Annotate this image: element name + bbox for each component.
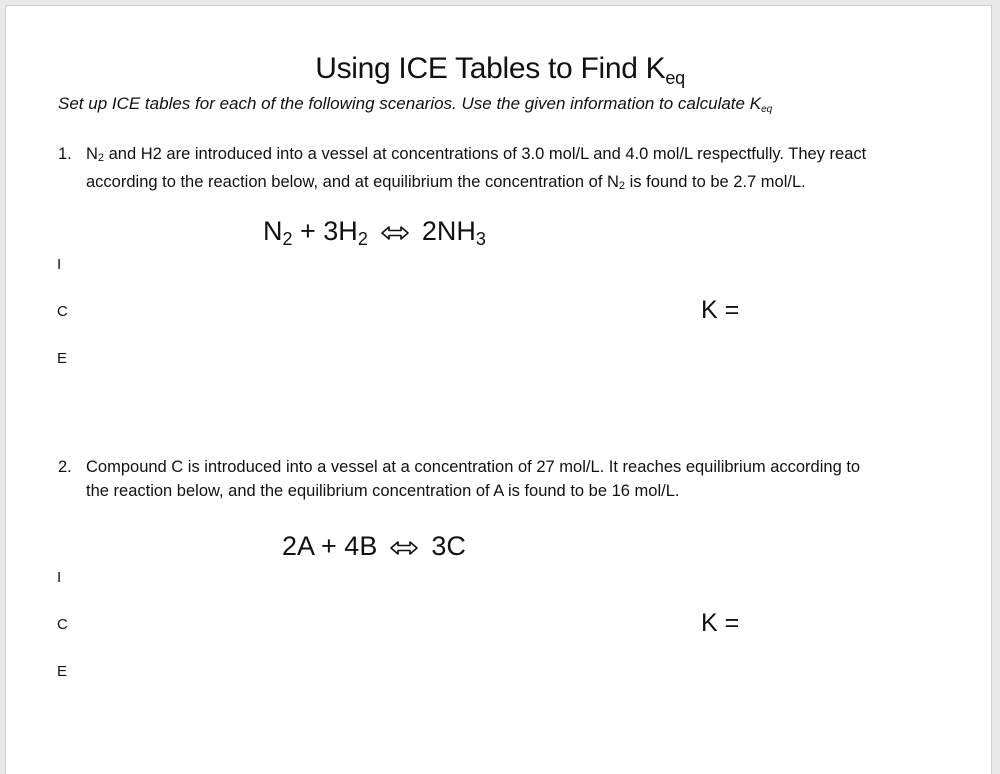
equilibrium-arrow-icon xyxy=(380,217,410,248)
problem-2-line-1: Compound C is introduced into a vessel at a concentration of 27 mol/L. It reaches equilibrium according to xyxy=(86,458,861,476)
problem-2-ice-initial-label: I xyxy=(57,569,62,586)
worksheet-page xyxy=(5,5,992,774)
problem-2-line-2: the reaction below, and the equilibrium concentration of A is found to be 16 mol/L. xyxy=(86,481,680,500)
problem-2-ice-equilibrium-label: E xyxy=(57,663,68,680)
problem-2-ice-change-label: C xyxy=(57,616,68,633)
instructions: Set up ICE tables for each of the following scenarios. Use the given information to calculate $K_{eq}$ xyxy=(58,94,773,115)
problem-1-number: 1. xyxy=(58,145,72,163)
problem-2-text xyxy=(86,456,966,503)
problem-1-ice-change-label: C xyxy=(57,303,68,320)
problem-2-k-label: K = xyxy=(701,609,740,637)
problem-1-line-1: N2 and H2 are introduced into a vessel at concentrations of 3.0 mol/L and 4.0 mol/L respectfully. They react xyxy=(86,145,867,164)
problem-1-k-label: K = xyxy=(701,296,740,324)
problem-1-ice-equilibrium-label: E xyxy=(57,350,68,367)
instructions-subscript: eq xyxy=(761,104,773,115)
equilibrium-arrow-icon xyxy=(389,532,419,563)
problem-1-line-2: according to the reaction below, and at equilibrium the concentration of N2 is found to be 2.7 mol/L. xyxy=(86,172,806,192)
page-title: Using ICE Tables to Find $K_{eq}$ xyxy=(315,52,685,88)
problem-1-text xyxy=(86,143,966,198)
problem-1-ice-initial-label: I xyxy=(57,256,62,273)
title-subscript: eq xyxy=(665,68,685,88)
problem-2-equation: 2A + 4B 3C xyxy=(282,531,466,563)
problem-1-equation: $N_2 + 3H_2$ $2NH_3$ xyxy=(263,216,486,249)
problem-2-number: 2. xyxy=(58,458,72,476)
